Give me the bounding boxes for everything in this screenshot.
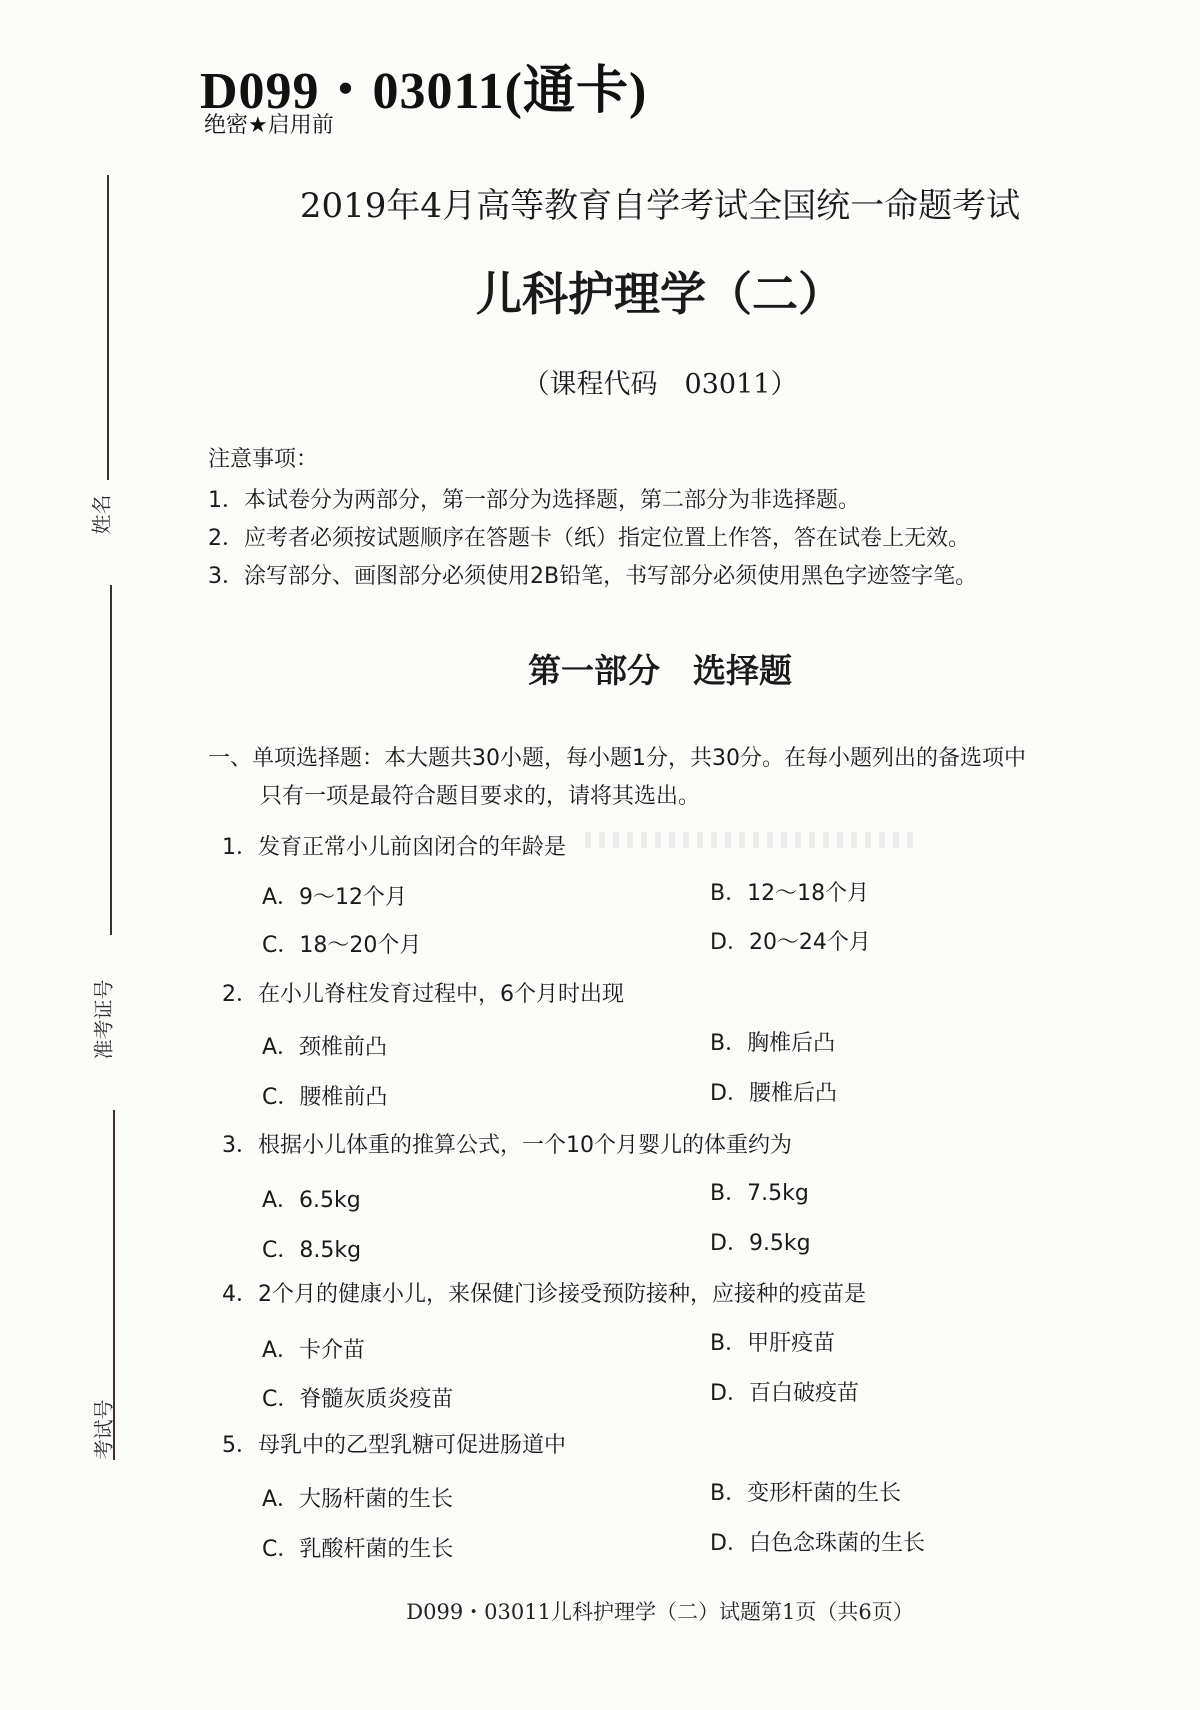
notice-item: 2．应考者必须按试题顺序在答题卡（纸）指定位置上作答，答在试卷上无效。: [208, 526, 970, 551]
option-d: D．百白破疫苗: [710, 1381, 859, 1406]
scan-smudge: [585, 832, 915, 848]
section-line: 只有一项是最符合题目要求的，请将其选出。: [260, 784, 701, 809]
option-b: B．12～18个月: [710, 881, 870, 906]
option-c: C．脊髓灰质炎疫苗: [262, 1387, 454, 1412]
subject-title: 儿科护理学（二）: [476, 267, 844, 321]
section-line: 一、单项选择题：本大题共30小题，每小题1分，共30分。在每小题列出的备选项中: [208, 746, 1026, 771]
option-b: B．变形杆菌的生长: [710, 1481, 902, 1506]
option-c: C．8.5kg: [262, 1238, 362, 1263]
notice-item: 3．涂写部分、画图部分必须使用2B铅笔，书写部分必须使用黑色字迹签字笔。: [208, 564, 978, 589]
part-title: 第一部分 选择题: [528, 651, 792, 690]
option-b: B．甲肝疫苗: [710, 1331, 836, 1356]
option-b: B．7.5kg: [710, 1181, 809, 1206]
option-b: B．胸椎后凸: [710, 1031, 836, 1056]
option-d: D．9.5kg: [710, 1231, 811, 1256]
name-field-label: 姓名: [89, 494, 114, 535]
option-a: A．颈椎前凸: [262, 1035, 388, 1060]
exam-title: 2019年4月高等教育自学考试全国统一命题考试: [299, 186, 1021, 226]
seat-number-label: 考试号: [91, 1399, 116, 1460]
section-instructions: [208, 740, 1168, 816]
course-code: （课程代码 03011）: [522, 369, 798, 400]
question-stem: 1．发育正常小儿前囟闭合的年龄是: [222, 835, 566, 860]
question-stem: 4．2个月的健康小儿，来保健门诊接受预防接种，应接种的疫苗是: [222, 1282, 866, 1307]
margin-divider: [110, 585, 112, 935]
option-a: A．大肠杆菌的生长: [262, 1487, 454, 1512]
option-a: A．6.5kg: [262, 1188, 361, 1213]
notice-item: 1．本试卷分为两部分，第一部分为选择题，第二部分为非选择题。: [208, 488, 860, 513]
question-stem: 5．母乳中的乙型乳糖可促进肠道中: [222, 1433, 566, 1458]
admission-number-label: 准考证号: [91, 979, 116, 1060]
question-stem: 3．根据小儿体重的推算公式，一个10个月婴儿的体重约为: [222, 1133, 792, 1158]
page-footer: D099・03011儿科护理学（二）试题第1页（共6页）: [406, 1600, 914, 1624]
option-a: A．卡介苗: [262, 1338, 366, 1363]
option-d: D．腰椎后凸: [710, 1081, 837, 1106]
notice-title: 注意事项：: [208, 447, 319, 472]
option-c: C．腰椎前凸: [262, 1085, 388, 1110]
confidential-label: 绝密★启用前: [204, 113, 334, 138]
option-c: C．18～20个月: [262, 933, 422, 958]
margin-divider: [107, 175, 109, 480]
option-a: A．9～12个月: [262, 885, 408, 910]
option-c: C．乳酸杆菌的生长: [262, 1537, 454, 1562]
option-d: D．白色念珠菌的生长: [710, 1531, 925, 1556]
question-stem: 2．在小儿脊柱发育过程中，6个月时出现: [222, 982, 624, 1007]
paper-code: D099・03011(通卡): [200, 63, 648, 120]
option-d: D．20～24个月: [710, 930, 871, 955]
